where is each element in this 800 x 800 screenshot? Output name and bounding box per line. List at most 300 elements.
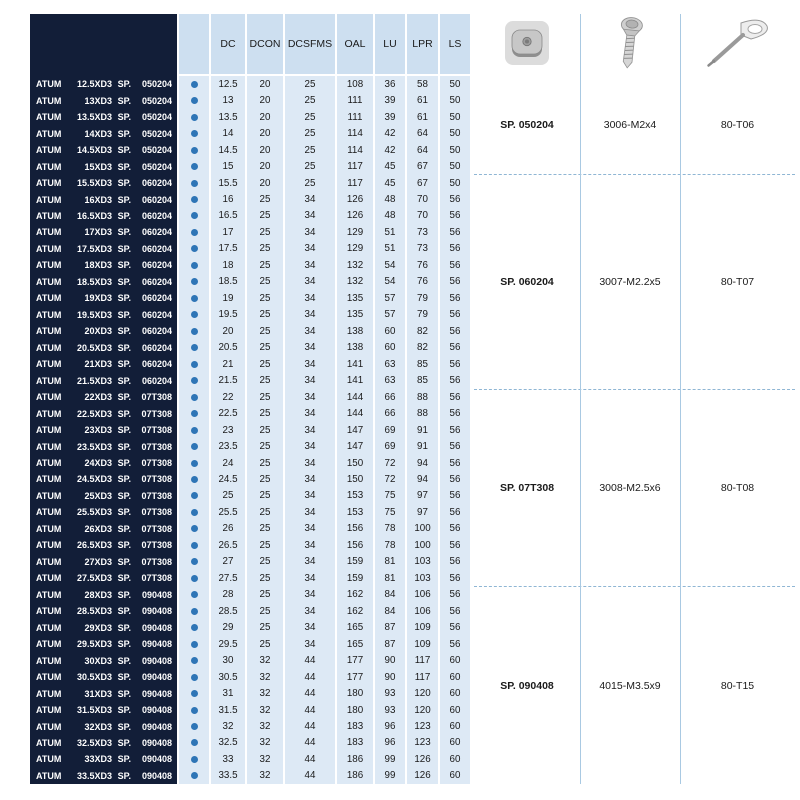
product-insert-code: 090408 — [141, 672, 172, 683]
value-cell: 34 — [285, 504, 335, 520]
product-name — [30, 372, 177, 388]
stock-dot-icon — [191, 361, 198, 368]
table-row — [30, 471, 470, 487]
table-row — [30, 158, 470, 174]
value-cell: 34 — [285, 636, 335, 652]
value-cell: 20 — [211, 323, 245, 339]
product-name — [30, 208, 177, 224]
product-sp-prefix: SP. — [117, 145, 131, 156]
value-cell: 17 — [211, 224, 245, 240]
value-cell: 82 — [407, 323, 438, 339]
stock-dot-icon — [191, 130, 198, 137]
table-row — [30, 669, 470, 685]
value-cell: 15.5 — [211, 175, 245, 191]
product-brand: ATUM — [36, 425, 62, 436]
value-cell: 64 — [407, 142, 438, 158]
stock-dot-icon — [191, 707, 198, 714]
value-cell: 16.5 — [211, 208, 245, 224]
product-sp-prefix: SP. — [117, 178, 131, 189]
table-row — [30, 652, 470, 668]
product-size: 13XD3 — [84, 95, 112, 106]
value-cell: 78 — [375, 521, 405, 537]
product-sp-prefix: SP. — [117, 161, 131, 172]
column-header-lu: LU — [375, 14, 405, 76]
value-cell: 76 — [407, 257, 438, 273]
product-name — [30, 389, 177, 405]
screw-label: 4015-M3.5x9 — [599, 679, 661, 692]
value-cell: 48 — [375, 208, 405, 224]
column-header-dcsfms: DCSFMS — [285, 14, 335, 76]
value-cell: 51 — [375, 224, 405, 240]
stock-cell — [179, 603, 209, 619]
value-cell: 25 — [247, 372, 283, 388]
stock-cell — [179, 570, 209, 586]
stock-cell — [179, 92, 209, 108]
value-cell: 51 — [375, 241, 405, 257]
value-cell: 120 — [407, 685, 438, 701]
value-cell: 56 — [440, 389, 470, 405]
stock-cell — [179, 619, 209, 635]
product-sp-prefix: SP. — [117, 425, 131, 436]
product-size: 17XD3 — [84, 227, 112, 238]
value-cell: 56 — [440, 340, 470, 356]
product-name — [30, 587, 177, 603]
column-header-dc: DC — [211, 14, 245, 76]
value-cell: 141 — [337, 372, 373, 388]
value-cell: 60 — [440, 768, 470, 784]
value-cell: 44 — [285, 702, 335, 718]
product-name — [30, 669, 177, 685]
value-cell: 109 — [407, 636, 438, 652]
product-sp-prefix: SP. — [117, 95, 131, 106]
product-sp-prefix: SP. — [117, 737, 131, 748]
value-cell: 20 — [247, 175, 283, 191]
value-cell: 56 — [440, 372, 470, 388]
value-cell: 25 — [247, 537, 283, 553]
product-sp-prefix: SP. — [117, 359, 131, 370]
value-cell: 123 — [407, 735, 438, 751]
product-size: 31.5XD3 — [76, 705, 112, 716]
value-cell: 21.5 — [211, 372, 245, 388]
value-cell: 82 — [407, 340, 438, 356]
stock-dot-icon — [191, 295, 198, 302]
column-header-dcon: DCON — [247, 14, 283, 76]
stock-dot-icon — [191, 196, 198, 203]
product-insert-code: 050204 — [141, 145, 172, 156]
value-cell: 120 — [407, 702, 438, 718]
value-cell: 147 — [337, 422, 373, 438]
product-sp-prefix: SP. — [117, 342, 131, 353]
product-brand: ATUM — [36, 754, 62, 765]
insert-label: SP. 060204 — [500, 275, 554, 288]
value-cell: 20 — [247, 125, 283, 141]
product-sp-prefix: SP. — [117, 375, 131, 386]
value-cell: 39 — [375, 109, 405, 125]
value-cell: 44 — [285, 768, 335, 784]
table-row — [30, 257, 470, 273]
stock-cell — [179, 521, 209, 537]
product-sp-prefix: SP. — [117, 721, 131, 732]
value-cell: 108 — [337, 76, 373, 92]
value-cell: 48 — [375, 191, 405, 207]
product-brand: ATUM — [36, 408, 62, 419]
table-row — [30, 307, 470, 323]
value-cell: 81 — [375, 570, 405, 586]
value-cell: 93 — [375, 685, 405, 701]
product-size: 16XD3 — [84, 194, 112, 205]
value-cell: 85 — [407, 372, 438, 388]
product-sp-prefix: SP. — [117, 276, 131, 287]
table-row — [30, 142, 470, 158]
value-cell: 56 — [440, 603, 470, 619]
product-size: 14XD3 — [84, 128, 112, 139]
product-size: 16.5XD3 — [76, 210, 112, 221]
product-sp-prefix: SP. — [117, 260, 131, 271]
table-row — [30, 768, 470, 784]
stock-dot-icon — [191, 245, 198, 252]
value-cell: 60 — [440, 669, 470, 685]
stock-dot-icon — [191, 772, 198, 779]
product-insert-code: 090408 — [141, 688, 172, 699]
value-cell: 60 — [440, 685, 470, 701]
stock-cell — [179, 537, 209, 553]
product-insert-code: 060204 — [141, 309, 172, 320]
value-cell: 25 — [247, 257, 283, 273]
stock-dot-icon — [191, 608, 198, 615]
value-cell: 12.5 — [211, 76, 245, 92]
product-size: 26.5XD3 — [76, 540, 112, 551]
key-label: 80-T15 — [720, 679, 755, 692]
value-cell: 18 — [211, 257, 245, 273]
value-cell: 34 — [285, 340, 335, 356]
value-cell: 25 — [285, 76, 335, 92]
value-cell: 34 — [285, 257, 335, 273]
value-cell: 73 — [407, 241, 438, 257]
value-cell: 96 — [375, 735, 405, 751]
screw-photo-cell — [580, 14, 680, 76]
product-sp-prefix: SP. — [117, 688, 131, 699]
value-cell: 34 — [285, 537, 335, 553]
key-photo-cell — [680, 14, 795, 76]
table-body — [30, 76, 470, 784]
stock-cell — [179, 257, 209, 273]
product-name — [30, 76, 177, 92]
value-cell: 19.5 — [211, 307, 245, 323]
value-cell: 144 — [337, 389, 373, 405]
value-cell: 21 — [211, 356, 245, 372]
table-row — [30, 109, 470, 125]
product-sp-prefix: SP. — [117, 655, 131, 666]
value-cell: 34 — [285, 619, 335, 635]
value-cell: 25 — [247, 570, 283, 586]
screw-label: 3007-M2.2x5 — [599, 275, 661, 288]
product-size: 24.5XD3 — [76, 474, 112, 485]
table-row — [30, 372, 470, 388]
accessories-header — [474, 14, 795, 76]
key-cell — [680, 587, 795, 784]
product-name — [30, 768, 177, 784]
stock-cell — [179, 718, 209, 734]
value-cell: 25 — [247, 438, 283, 454]
key-cell — [680, 76, 795, 174]
value-cell: 22 — [211, 389, 245, 405]
value-cell: 25 — [247, 208, 283, 224]
insert-cell — [474, 587, 580, 784]
value-cell: 56 — [440, 307, 470, 323]
insert-label: SP. 090408 — [500, 679, 554, 692]
value-cell: 25 — [247, 191, 283, 207]
product-name — [30, 224, 177, 240]
value-cell: 25 — [247, 290, 283, 306]
value-cell: 32 — [247, 768, 283, 784]
insert-label: SP. 050204 — [500, 119, 554, 132]
product-insert-code: 090408 — [141, 639, 172, 650]
value-cell: 162 — [337, 603, 373, 619]
stock-dot-icon — [191, 723, 198, 730]
value-cell: 25 — [247, 241, 283, 257]
value-cell: 56 — [440, 356, 470, 372]
value-cell: 44 — [285, 735, 335, 751]
product-brand: ATUM — [36, 342, 62, 353]
table-row — [30, 554, 470, 570]
product-brand: ATUM — [36, 523, 62, 534]
product-sp-prefix: SP. — [117, 243, 131, 254]
product-size: 23.5XD3 — [76, 441, 112, 452]
product-insert-code: 060204 — [141, 243, 172, 254]
value-cell: 91 — [407, 438, 438, 454]
product-sp-prefix: SP. — [117, 210, 131, 221]
name-column-header — [30, 14, 177, 76]
table-row — [30, 340, 470, 356]
value-cell: 25 — [211, 488, 245, 504]
insert-cell — [474, 76, 580, 174]
table-row — [30, 488, 470, 504]
stock-cell — [179, 455, 209, 471]
value-cell: 56 — [440, 455, 470, 471]
value-cell: 73 — [407, 224, 438, 240]
product-insert-code: 060204 — [141, 194, 172, 205]
value-cell: 25 — [247, 521, 283, 537]
table-row — [30, 537, 470, 553]
product-name — [30, 636, 177, 652]
value-cell: 159 — [337, 570, 373, 586]
column-header-lpr: LPR — [407, 14, 438, 76]
insert-cell — [474, 175, 580, 388]
stock-cell — [179, 191, 209, 207]
value-cell: 27 — [211, 554, 245, 570]
value-cell: 57 — [375, 307, 405, 323]
value-cell: 129 — [337, 241, 373, 257]
value-cell: 60 — [440, 702, 470, 718]
value-cell: 14.5 — [211, 142, 245, 158]
value-cell: 99 — [375, 768, 405, 784]
table-row — [30, 504, 470, 520]
value-cell: 50 — [440, 125, 470, 141]
value-cell: 20 — [247, 109, 283, 125]
value-cell: 20 — [247, 158, 283, 174]
value-cell: 106 — [407, 587, 438, 603]
panel-divider — [680, 14, 681, 784]
product-name — [30, 702, 177, 718]
insert-photo-cell — [474, 14, 580, 76]
value-cell: 34 — [285, 603, 335, 619]
stock-dot-icon — [191, 427, 198, 434]
value-cell: 34 — [285, 307, 335, 323]
product-sp-prefix: SP. — [117, 490, 131, 501]
value-cell: 88 — [407, 405, 438, 421]
stock-dot-icon — [191, 262, 198, 269]
table-row — [30, 636, 470, 652]
value-cell: 25 — [247, 455, 283, 471]
product-insert-code: 07T308 — [141, 408, 172, 419]
product-brand: ATUM — [36, 79, 62, 90]
product-sp-prefix: SP. — [117, 573, 131, 584]
value-cell: 67 — [407, 175, 438, 191]
stock-dot-icon — [191, 377, 198, 384]
value-cell: 56 — [440, 422, 470, 438]
value-cell: 183 — [337, 735, 373, 751]
value-cell: 25 — [285, 158, 335, 174]
value-cell: 25 — [247, 603, 283, 619]
product-brand: ATUM — [36, 276, 62, 287]
value-cell: 97 — [407, 488, 438, 504]
value-cell: 67 — [407, 158, 438, 174]
value-cell: 34 — [285, 438, 335, 454]
product-sp-prefix: SP. — [117, 606, 131, 617]
product-sp-prefix: SP. — [117, 392, 131, 403]
value-cell: 34 — [285, 389, 335, 405]
product-brand: ATUM — [36, 194, 62, 205]
value-cell: 18.5 — [211, 274, 245, 290]
product-insert-code: 07T308 — [141, 523, 172, 534]
product-name — [30, 257, 177, 273]
value-cell: 56 — [440, 504, 470, 520]
stock-dot-icon — [191, 460, 198, 467]
stock-dot-icon — [191, 476, 198, 483]
stock-dot-icon — [191, 81, 198, 88]
product-brand: ATUM — [36, 705, 62, 716]
value-cell: 60 — [375, 323, 405, 339]
accessory-groups — [474, 76, 795, 784]
table-row — [30, 224, 470, 240]
value-cell: 56 — [440, 274, 470, 290]
product-name — [30, 125, 177, 141]
value-cell: 25 — [247, 587, 283, 603]
product-sp-prefix: SP. — [117, 293, 131, 304]
value-cell: 126 — [337, 191, 373, 207]
value-cell: 56 — [440, 570, 470, 586]
value-cell: 138 — [337, 323, 373, 339]
value-cell: 56 — [440, 488, 470, 504]
product-insert-code: 07T308 — [141, 441, 172, 452]
stock-cell — [179, 735, 209, 751]
value-cell: 56 — [440, 554, 470, 570]
value-cell: 25 — [247, 504, 283, 520]
value-cell: 25 — [247, 307, 283, 323]
panel-divider — [580, 14, 581, 784]
product-size: 31XD3 — [84, 688, 112, 699]
value-cell: 27.5 — [211, 570, 245, 586]
value-cell: 61 — [407, 92, 438, 108]
value-cell: 56 — [440, 405, 470, 421]
product-name — [30, 307, 177, 323]
value-cell: 45 — [375, 158, 405, 174]
value-cell: 22.5 — [211, 405, 245, 421]
value-cell: 150 — [337, 471, 373, 487]
value-cell: 32 — [247, 702, 283, 718]
product-name — [30, 619, 177, 635]
value-cell: 162 — [337, 587, 373, 603]
value-cell: 123 — [407, 718, 438, 734]
product-name — [30, 471, 177, 487]
product-sp-prefix: SP. — [117, 622, 131, 633]
value-cell: 26 — [211, 521, 245, 537]
product-size: 28.5XD3 — [76, 606, 112, 617]
product-sp-prefix: SP. — [117, 754, 131, 765]
value-cell: 32 — [247, 685, 283, 701]
value-cell: 16 — [211, 191, 245, 207]
value-cell: 69 — [375, 422, 405, 438]
product-brand: ATUM — [36, 161, 62, 172]
value-cell: 34 — [285, 488, 335, 504]
value-cell: 180 — [337, 685, 373, 701]
value-cell: 34 — [285, 224, 335, 240]
value-cell: 60 — [440, 652, 470, 668]
value-cell: 106 — [407, 603, 438, 619]
value-cell: 159 — [337, 554, 373, 570]
product-size: 15XD3 — [84, 161, 112, 172]
column-header-ls: LS — [440, 14, 470, 76]
stock-dot-icon — [191, 509, 198, 516]
stock-cell — [179, 587, 209, 603]
table-row — [30, 241, 470, 257]
value-cell: 14 — [211, 125, 245, 141]
value-cell: 34 — [285, 356, 335, 372]
product-insert-code: 090408 — [141, 589, 172, 600]
stock-cell — [179, 372, 209, 388]
stock-dot-icon — [191, 147, 198, 154]
key-label: 80-T07 — [720, 275, 755, 288]
product-size: 18XD3 — [84, 260, 112, 271]
value-cell: 114 — [337, 125, 373, 141]
value-cell: 34 — [285, 372, 335, 388]
product-size: 27XD3 — [84, 556, 112, 567]
product-brand: ATUM — [36, 441, 62, 452]
product-name — [30, 356, 177, 372]
stock-dot-icon — [191, 328, 198, 335]
value-cell: 156 — [337, 537, 373, 553]
value-cell: 36 — [375, 76, 405, 92]
table-row — [30, 274, 470, 290]
value-cell: 63 — [375, 372, 405, 388]
value-cell: 117 — [407, 669, 438, 685]
value-cell: 34 — [285, 455, 335, 471]
table-row — [30, 438, 470, 454]
product-insert-code: 060204 — [141, 326, 172, 337]
stock-cell — [179, 405, 209, 421]
value-cell: 60 — [440, 718, 470, 734]
value-cell: 24 — [211, 455, 245, 471]
product-brand: ATUM — [36, 770, 62, 781]
value-cell: 56 — [440, 224, 470, 240]
stock-dot-icon — [191, 180, 198, 187]
table-header — [30, 14, 470, 76]
value-cell: 90 — [375, 652, 405, 668]
value-cell: 103 — [407, 554, 438, 570]
value-cell: 28 — [211, 587, 245, 603]
value-cell: 25 — [247, 636, 283, 652]
value-cell: 20 — [247, 142, 283, 158]
